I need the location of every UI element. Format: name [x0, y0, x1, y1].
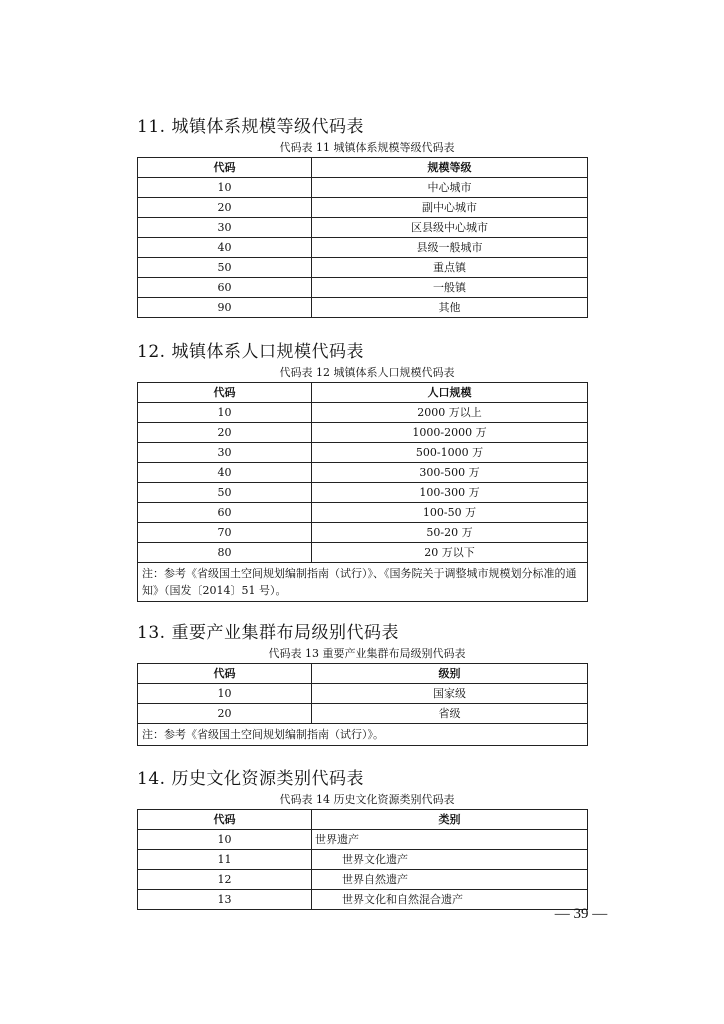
code-cell: 30	[138, 218, 312, 238]
table-header-row	[138, 158, 588, 178]
code-cell: 80	[138, 543, 312, 563]
code-cell: 20	[138, 704, 312, 724]
table-note: 注：参考《省级国土空间规划编制指南（试行）》、《国务院关于调整城市规模划分标准的通知》（国发〔2014〕51 号）。	[138, 563, 588, 602]
value-cell: 100-300 万	[312, 483, 588, 503]
value-cell: 世界文化和自然混合遗产	[312, 890, 588, 910]
code-cell: 10	[138, 403, 312, 423]
table-row	[138, 523, 588, 543]
value-cell: 300-500 万	[312, 463, 588, 483]
code-cell: 30	[138, 443, 312, 463]
code-cell: 12	[138, 870, 312, 890]
code-cell: 20	[138, 423, 312, 443]
table-header-row	[138, 383, 588, 403]
code-cell: 10	[138, 684, 312, 704]
table-row	[138, 704, 588, 724]
value-cell: 重点镇	[312, 258, 588, 278]
value-cell: 区县级中心城市	[312, 218, 588, 238]
section-heading: 12. 城镇体系人口规模代码表	[137, 342, 364, 362]
value-cell: 500-1000 万	[312, 443, 588, 463]
value-cell: 世界文化遗产	[312, 850, 588, 870]
column-header: 代码	[138, 664, 312, 684]
value-cell: 中心城市	[312, 178, 588, 198]
table-header-row	[138, 664, 588, 684]
section-13	[137, 622, 597, 746]
section-14	[137, 768, 597, 910]
table-row	[138, 218, 588, 238]
table-row	[138, 443, 588, 463]
value-cell: 100-50 万	[312, 503, 588, 523]
section-12	[137, 341, 597, 602]
column-header: 人口规模	[312, 383, 588, 403]
code-table	[137, 382, 588, 602]
value-cell: 50-20 万	[312, 523, 588, 543]
table-note-row	[138, 563, 588, 602]
code-cell: 40	[138, 238, 312, 258]
table-row	[138, 238, 588, 258]
table-caption: 代码表 12 城镇体系人口规模代码表	[279, 366, 455, 379]
table-row	[138, 423, 588, 443]
value-cell: 1000-2000 万	[312, 423, 588, 443]
column-header: 代码	[138, 810, 312, 830]
table-caption: 代码表 13 重要产业集群布局级别代码表	[268, 647, 466, 660]
column-header: 规模等级	[312, 158, 588, 178]
code-cell: 40	[138, 463, 312, 483]
table-row	[138, 850, 588, 870]
table-note: 注：参考《省级国土空间规划编制指南（试行）》。	[138, 724, 588, 746]
code-table	[137, 809, 588, 910]
table-row	[138, 298, 588, 318]
table-row	[138, 890, 588, 910]
table-row	[138, 684, 588, 704]
code-cell: 90	[138, 298, 312, 318]
table-row	[138, 543, 588, 563]
code-table	[137, 157, 588, 318]
table-row	[138, 830, 588, 850]
section-heading: 14. 历史文化资源类别代码表	[137, 769, 364, 789]
table-note-row	[138, 724, 588, 746]
code-cell: 13	[138, 890, 312, 910]
code-cell: 10	[138, 830, 312, 850]
table-row	[138, 503, 588, 523]
code-cell: 50	[138, 483, 312, 503]
code-cell: 70	[138, 523, 312, 543]
table-row	[138, 403, 588, 423]
table-caption: 代码表 11 城镇体系规模等级代码表	[279, 141, 455, 154]
table-row	[138, 463, 588, 483]
value-cell: 县级一般城市	[312, 238, 588, 258]
table-header-row	[138, 810, 588, 830]
column-header: 类别	[312, 810, 588, 830]
code-table	[137, 663, 588, 746]
value-cell: 其他	[312, 298, 588, 318]
value-cell: 20 万以下	[312, 543, 588, 563]
value-cell: 一般镇	[312, 278, 588, 298]
table-caption: 代码表 14 历史文化资源类别代码表	[279, 793, 455, 806]
value-cell: 2000 万以上	[312, 403, 588, 423]
table-row	[138, 870, 588, 890]
table-row	[138, 483, 588, 503]
table-row	[138, 178, 588, 198]
code-cell: 60	[138, 503, 312, 523]
column-header: 代码	[138, 158, 312, 178]
code-cell: 50	[138, 258, 312, 278]
column-header: 级别	[312, 664, 588, 684]
value-cell: 省级	[312, 704, 588, 724]
value-cell: 副中心城市	[312, 198, 588, 218]
table-row	[138, 258, 588, 278]
code-cell: 60	[138, 278, 312, 298]
section-heading: 11. 城镇体系规模等级代码表	[137, 117, 364, 137]
column-header: 代码	[138, 383, 312, 403]
page-number: — 39 —	[554, 906, 608, 922]
table-row	[138, 198, 588, 218]
table-row	[138, 278, 588, 298]
code-cell: 10	[138, 178, 312, 198]
code-cell: 11	[138, 850, 312, 870]
value-cell: 世界遗产	[312, 830, 588, 850]
section-heading: 13. 重要产业集群布局级别代码表	[137, 623, 399, 643]
value-cell: 世界自然遗产	[312, 870, 588, 890]
code-cell: 20	[138, 198, 312, 218]
section-11	[137, 116, 597, 318]
value-cell: 国家级	[312, 684, 588, 704]
